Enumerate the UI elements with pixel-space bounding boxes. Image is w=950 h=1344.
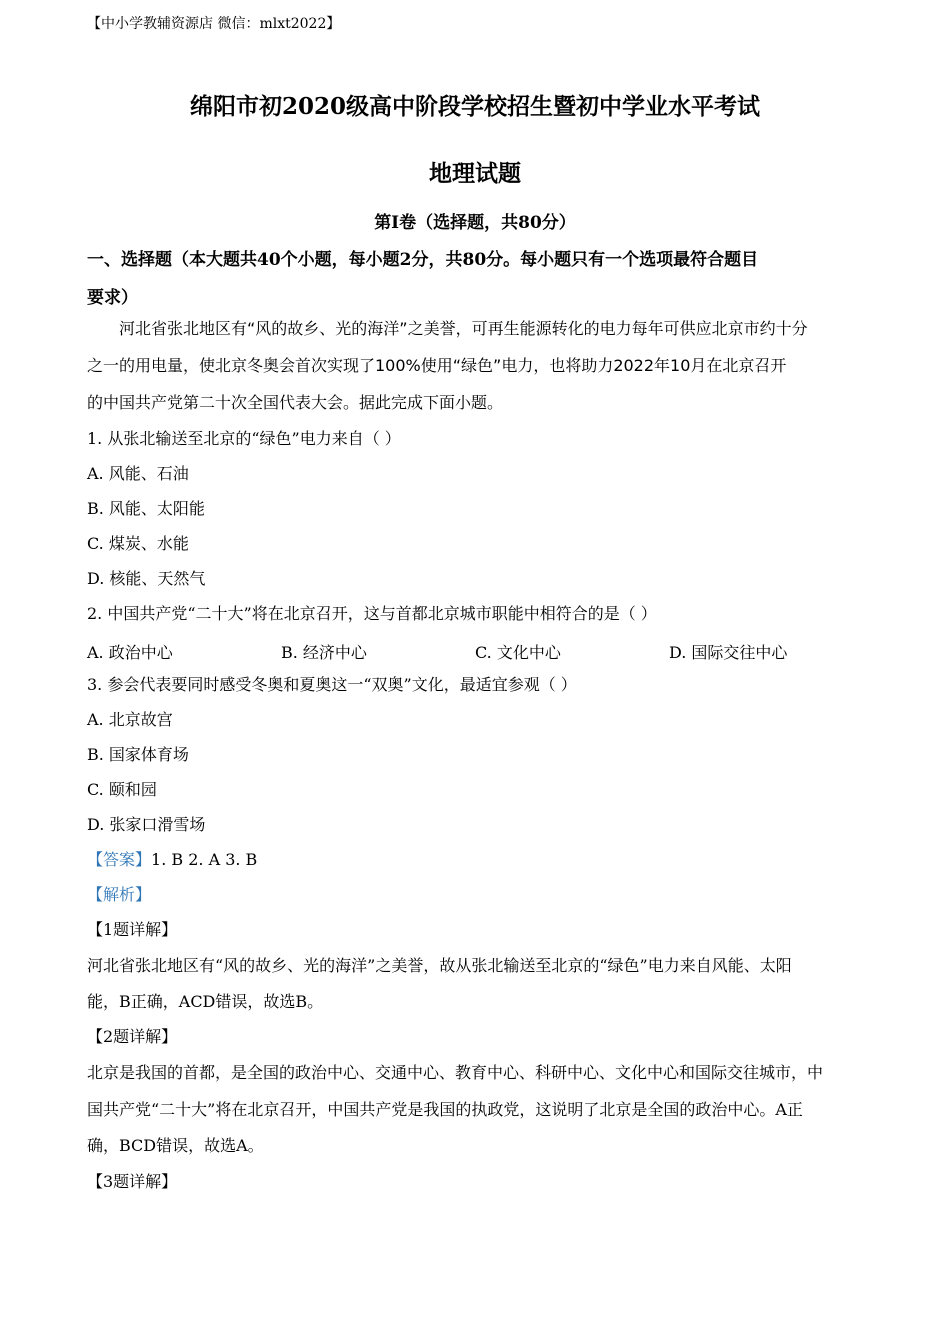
q3-option-b: B. 国家体育场 bbox=[87, 745, 189, 764]
subject-title: 地理试题 bbox=[429, 160, 521, 187]
detail-2-text: 确，BCD错误，故选A。 bbox=[87, 1136, 264, 1155]
question-3-stem: 3. 参会代表要同时感受冬奥和夏奥这一“双奥”文化，最适宜参观（ ） bbox=[87, 675, 577, 694]
q2-option-a: A. 政治中心 bbox=[87, 643, 173, 662]
q1-option-d: D. 核能、天然气 bbox=[87, 569, 206, 588]
detail-3-label: 【3题详解】 bbox=[87, 1172, 178, 1191]
question-1-stem: 1. 从张北输送至北京的“绿色”电力来自（ ） bbox=[87, 429, 401, 448]
passage-line: 的中国共产党第二十次全国代表大会。据此完成下面小题。 bbox=[87, 393, 504, 412]
watermark-header: 【中小学教辅资源店 微信：mlxt2022】 bbox=[87, 16, 341, 32]
detail-2-label: 【2题详解】 bbox=[87, 1027, 178, 1046]
q3-option-a: A. 北京故宫 bbox=[87, 710, 173, 729]
q2-option-b: B. 经济中心 bbox=[281, 643, 367, 662]
q1-option-a: A. 风能、石油 bbox=[87, 464, 189, 483]
detail-2-text: 北京是我国的首都，是全国的政治中心、交通中心、教育中心、科研中心、文化中心和国际交往城市，中 bbox=[87, 1063, 824, 1082]
q3-option-c: C. 颐和园 bbox=[87, 780, 157, 799]
volume-title: 第Ⅰ卷（选择题，共80分） bbox=[374, 213, 576, 233]
q1-option-c: C. 煤炭、水能 bbox=[87, 534, 189, 553]
section-heading-cont: 要求） bbox=[87, 288, 138, 308]
detail-1-label: 【1题详解】 bbox=[87, 920, 178, 939]
exam-title: 绵阳市初2020级高中阶段学校招生暨初中学业水平考试 bbox=[189, 93, 760, 120]
detail-1-text: 河北省张北地区有“风的故乡、光的海洋”之美誉，故从张北输送至北京的“绿色”电力来自风能、太阳 bbox=[87, 956, 792, 975]
q1-option-b: B. 风能、太阳能 bbox=[87, 499, 205, 518]
q2-option-d: D. 国际交往中心 bbox=[669, 643, 788, 662]
answer-text: 1. B 2. A 3. B bbox=[151, 850, 258, 869]
q3-option-d: D. 张家口滑雪场 bbox=[87, 815, 206, 834]
answer-line bbox=[87, 850, 257, 870]
passage-line: 之一的用电量，使北京冬奥会首次实现了100%使用“绿色”电力，也将助力2022年10月在北京召开 bbox=[87, 356, 787, 375]
passage-line: 河北省张北地区有“风的故乡、光的海洋”之美誉，可再生能源转化的电力每年可供应北京市约十分 bbox=[119, 319, 808, 338]
q2-option-c: C. 文化中心 bbox=[475, 643, 561, 662]
detail-1-text: 能，B正确，ACD错误，故选B。 bbox=[87, 992, 324, 1011]
answer-label: 【答案】 bbox=[87, 850, 152, 869]
analysis-label: 【解析】 bbox=[87, 885, 152, 904]
section-heading: 一、选择题（本大题共40个小题，每小题2分，共80分。每小题只有一个选项最符合题目 bbox=[87, 250, 759, 270]
detail-2-text: 国共产党“二十大”将在北京召开，中国共产党是我国的执政党，这说明了北京是全国的政治中心。A正 bbox=[87, 1100, 803, 1119]
question-2-stem: 2. 中国共产党“二十大”将在北京召开，这与首都北京城市职能中相符合的是（ ） bbox=[87, 604, 657, 623]
